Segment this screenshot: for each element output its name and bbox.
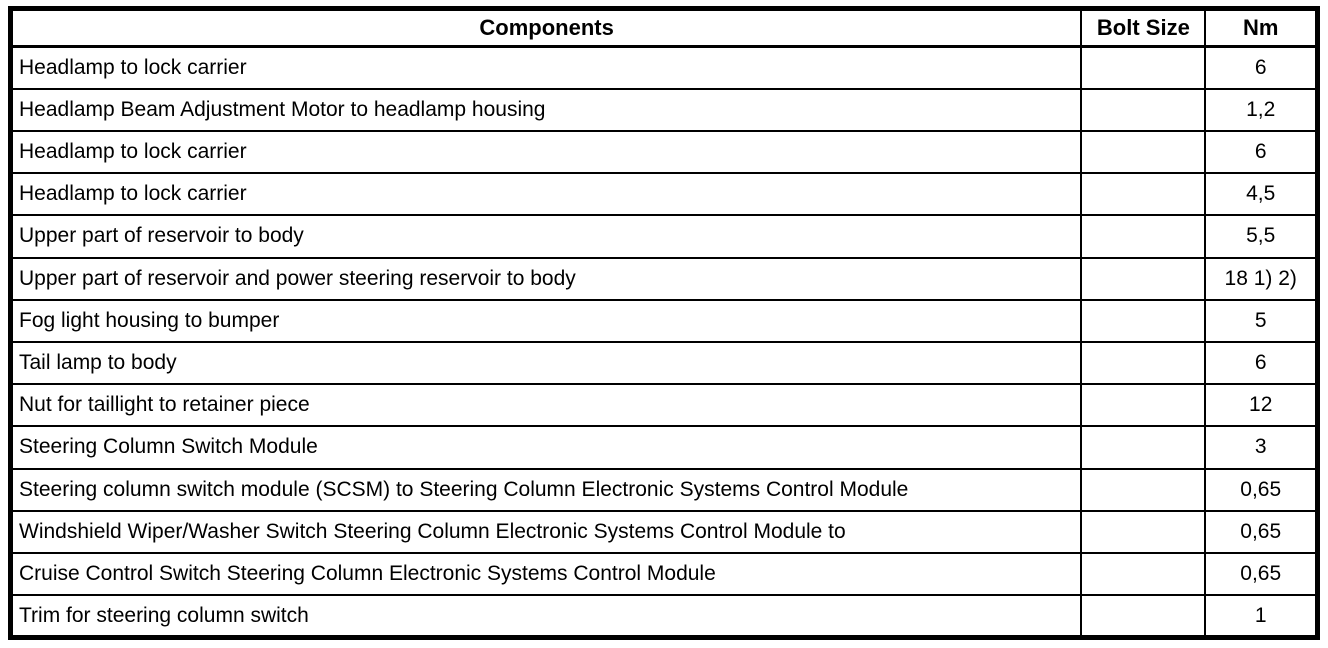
bolt-size-cell — [1081, 469, 1205, 511]
component-cell: Steering column switch module (SCSM) to Steering Column Electronic Systems Control Module — [11, 469, 1082, 511]
bolt-size-cell — [1081, 47, 1205, 89]
table-row — [11, 553, 1318, 595]
torque-cell: 5,5 — [1205, 215, 1317, 257]
bolt-size-cell — [1081, 384, 1205, 426]
table-row — [11, 131, 1318, 173]
component-cell: Windshield Wiper/Washer Switch Steering Column Electronic Systems Control Module to — [11, 511, 1082, 553]
table-row — [11, 384, 1318, 426]
header-components: Components — [11, 9, 1082, 47]
table-row — [11, 89, 1318, 131]
component-cell: Tail lamp to body — [11, 342, 1082, 384]
table-row — [11, 258, 1318, 300]
bolt-size-cell — [1081, 342, 1205, 384]
bolt-size-cell — [1081, 89, 1205, 131]
table-row — [11, 469, 1318, 511]
table-row — [11, 595, 1318, 637]
component-cell: Headlamp to lock carrier — [11, 173, 1082, 215]
torque-cell: 18 1) 2) — [1205, 258, 1317, 300]
torque-cell: 6 — [1205, 47, 1317, 89]
bolt-size-cell — [1081, 511, 1205, 553]
component-cell: Trim for steering column switch — [11, 595, 1082, 637]
component-cell: Fog light housing to bumper — [11, 300, 1082, 342]
component-cell: Steering Column Switch Module — [11, 426, 1082, 468]
bolt-size-cell — [1081, 215, 1205, 257]
component-cell: Headlamp Beam Adjustment Motor to headlamp housing — [11, 89, 1082, 131]
torque-cell: 0,65 — [1205, 511, 1317, 553]
torque-cell: 1,2 — [1205, 89, 1317, 131]
torque-cell: 0,65 — [1205, 553, 1317, 595]
torque-cell: 4,5 — [1205, 173, 1317, 215]
table-row — [11, 173, 1318, 215]
component-cell: Upper part of reservoir to body — [11, 215, 1082, 257]
torque-cell: 6 — [1205, 342, 1317, 384]
table-row — [11, 511, 1318, 553]
bolt-size-cell — [1081, 300, 1205, 342]
torque-cell: 6 — [1205, 131, 1317, 173]
header-nm: Nm — [1205, 9, 1317, 47]
bolt-size-cell — [1081, 258, 1205, 300]
component-cell: Cruise Control Switch Steering Column Electronic Systems Control Module — [11, 553, 1082, 595]
header-row — [11, 9, 1318, 47]
bolt-size-cell — [1081, 595, 1205, 637]
table-row — [11, 215, 1318, 257]
component-cell: Headlamp to lock carrier — [11, 47, 1082, 89]
bolt-size-cell — [1081, 131, 1205, 173]
bolt-size-cell — [1081, 173, 1205, 215]
table-row — [11, 47, 1318, 89]
torque-spec-table — [8, 6, 1320, 640]
torque-cell: 5 — [1205, 300, 1317, 342]
table-row — [11, 300, 1318, 342]
bolt-size-cell — [1081, 426, 1205, 468]
torque-cell: 0,65 — [1205, 469, 1317, 511]
table-row — [11, 342, 1318, 384]
torque-cell: 12 — [1205, 384, 1317, 426]
torque-cell: 3 — [1205, 426, 1317, 468]
component-cell: Nut for taillight to retainer piece — [11, 384, 1082, 426]
table-row — [11, 426, 1318, 468]
component-cell: Upper part of reservoir and power steering reservoir to body — [11, 258, 1082, 300]
header-bolt-size: Bolt Size — [1081, 9, 1205, 47]
torque-cell: 1 — [1205, 595, 1317, 637]
bolt-size-cell — [1081, 553, 1205, 595]
component-cell: Headlamp to lock carrier — [11, 131, 1082, 173]
